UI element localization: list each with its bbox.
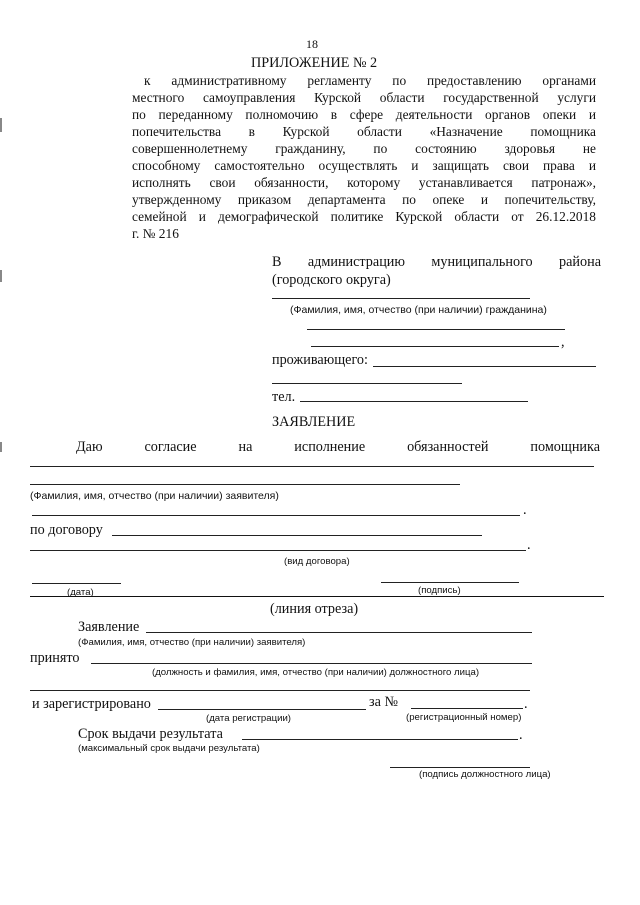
consent-field[interactable] bbox=[30, 466, 594, 467]
scan-edge-mark bbox=[0, 118, 2, 132]
period: . bbox=[524, 696, 528, 712]
statement-title: ЗАЯВЛЕНИЕ bbox=[272, 414, 356, 430]
accepted-label: принято bbox=[30, 650, 80, 666]
regulation-line: способному самостоятельно осуществлять и защищать свои права и bbox=[132, 158, 596, 173]
signature-field[interactable] bbox=[381, 582, 519, 583]
number-label: за № bbox=[369, 694, 398, 710]
citizen-name-field-3[interactable] bbox=[311, 346, 559, 347]
residing-address-field-2[interactable] bbox=[272, 383, 462, 384]
contract-type-caption: (вид договора) bbox=[284, 556, 350, 567]
registered-label: и зарегистрировано bbox=[32, 696, 151, 712]
phone-label: тел. bbox=[272, 389, 296, 405]
official-caption: (должность и фамилия, имя, отчество (при наличии) должностного лица) bbox=[152, 667, 480, 678]
regulation-line: г. № 216 bbox=[132, 226, 179, 241]
applicant-name-field[interactable] bbox=[30, 484, 460, 485]
citizen-name-field-2[interactable] bbox=[307, 329, 565, 330]
addressee-line: (городского округа) bbox=[272, 272, 391, 288]
contract-field[interactable] bbox=[112, 535, 482, 536]
cut-line bbox=[30, 596, 604, 597]
receipt-applicant-field[interactable] bbox=[146, 632, 532, 633]
receipt-applicant-caption: (Фамилия, имя, отчество (при наличии) заявителя) bbox=[78, 637, 306, 648]
scan-edge-mark bbox=[0, 270, 2, 282]
applicant-name-caption: (Фамилия, имя, отчество (при наличии) заявителя) bbox=[30, 490, 279, 502]
residing-label: проживающего: bbox=[272, 352, 368, 368]
registration-date-field[interactable] bbox=[158, 709, 366, 710]
scan-edge-mark bbox=[0, 442, 2, 452]
regulation-line: утвержденному приказом департамента по опеке и попечительству, bbox=[132, 192, 596, 207]
regulation-line: по переданному полномочию в сфере деятельности органов опеки и bbox=[132, 107, 596, 122]
date-caption: (дата) bbox=[67, 587, 94, 598]
consent-line: Даю согласие на исполнение обязанностей помощника bbox=[76, 439, 600, 455]
period: . bbox=[519, 727, 523, 743]
registration-number-field[interactable] bbox=[411, 708, 523, 709]
residing-address-field[interactable] bbox=[373, 366, 596, 367]
deadline-label: Срок выдачи результата bbox=[78, 726, 223, 742]
page-number: 18 bbox=[306, 37, 318, 51]
contract-type-field[interactable] bbox=[30, 550, 526, 551]
date-field[interactable] bbox=[32, 583, 121, 584]
regulation-line: к административному регламенту по предоставлению органами bbox=[144, 73, 596, 88]
registration-number-caption: (регистрационный номер) bbox=[406, 712, 522, 723]
contract-label: по договору bbox=[30, 522, 103, 538]
official-signature-caption: (подпись должностного лица) bbox=[419, 769, 551, 780]
period: . bbox=[527, 537, 531, 553]
regulation-line: попечительства в Курской области «Назначение помощника bbox=[132, 124, 596, 139]
signature-caption: (подпись) bbox=[418, 585, 461, 596]
period: . bbox=[523, 502, 527, 518]
deadline-caption: (максимальный срок выдачи результата) bbox=[78, 743, 260, 754]
citizen-name-field[interactable] bbox=[272, 298, 530, 299]
addressee-line: В администрацию муниципального района bbox=[272, 254, 601, 270]
official-field-2[interactable] bbox=[30, 690, 530, 691]
phone-field[interactable] bbox=[300, 401, 528, 402]
applicant-name-field-2[interactable] bbox=[32, 515, 520, 516]
regulation-line: исполнять свои обязанности, которому устанавливается патронаж», bbox=[132, 175, 596, 190]
regulation-line: местного самоуправления Курской области государственной услуги bbox=[132, 90, 596, 105]
appendix-title: ПРИЛОЖЕНИЕ № 2 bbox=[251, 55, 378, 71]
regulation-line: совершеннолетнему гражданину, по состоянию здоровья не bbox=[132, 141, 596, 156]
official-field[interactable] bbox=[91, 663, 532, 664]
deadline-field[interactable] bbox=[242, 739, 518, 740]
citizen-name-caption: (Фамилия, имя, отчество (при наличии) гражданина) bbox=[290, 304, 547, 316]
comma: , bbox=[561, 334, 565, 350]
regulation-line: семейной и демографической политике Курской области от 26.12.2018 bbox=[132, 209, 596, 224]
application-label: Заявление bbox=[78, 619, 140, 635]
registration-date-caption: (дата регистрации) bbox=[206, 713, 292, 724]
cut-line-label: (линия отреза) bbox=[270, 601, 359, 617]
official-signature-field[interactable] bbox=[390, 767, 530, 768]
